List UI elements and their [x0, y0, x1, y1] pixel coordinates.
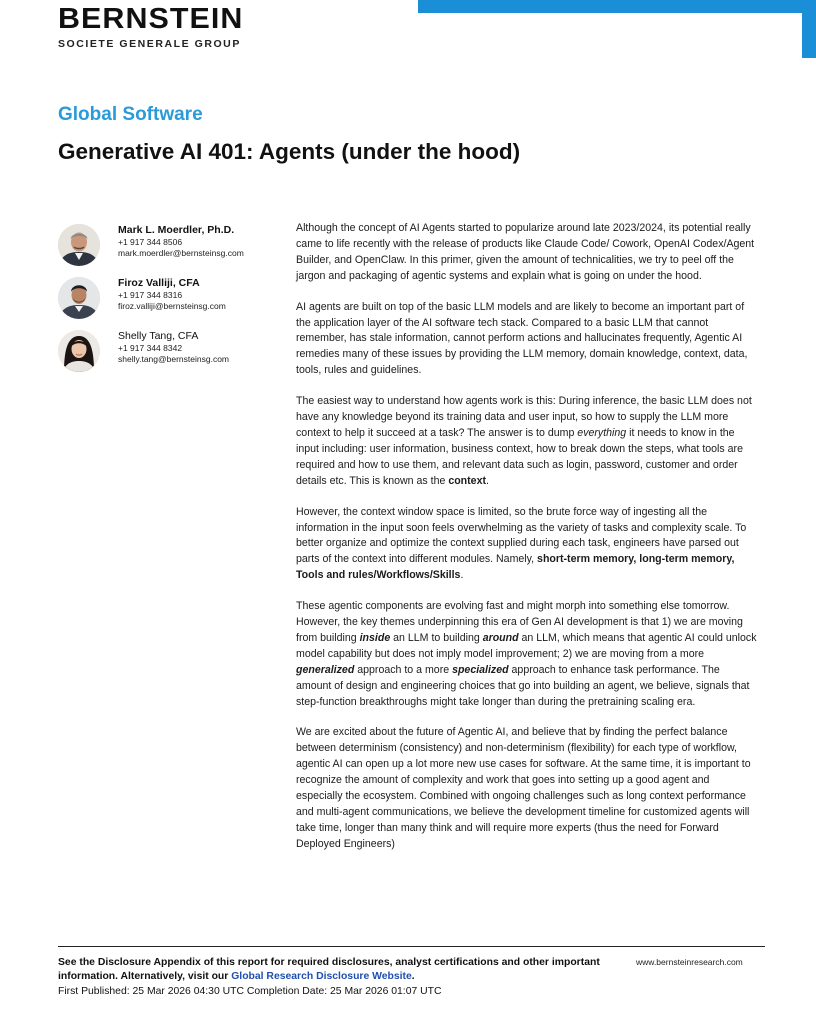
publication-dates: First Published: 25 Mar 2026 04:30 UTC Completion Date: 25 Mar 2026 01:07 UTC [58, 985, 442, 997]
body-paragraph [296, 599, 758, 710]
text-run: . [486, 474, 489, 487]
text-run: These agentic components are evolving fast and might morph into something else tomorrow. However, the key themes underpinning this era of Gen AI development is that 1) we are moving from building [296, 600, 743, 644]
header-accent-tab [802, 13, 816, 58]
author-email[interactable]: firoz.valliji@bernsteinsg.com [118, 301, 226, 311]
disclosure-text: See the Disclosure Appendix of this report for required disclosures, analyst certifications and other important information. Alternatively, visit our [58, 957, 600, 983]
author-name: Shelly Tang, CFA [118, 330, 199, 342]
bernstein-logo: BERNSTEIN [58, 3, 244, 35]
text-run: . [460, 569, 464, 582]
section-title: Global Software [58, 104, 203, 125]
bold-italic-text: inside [359, 631, 391, 644]
emphasis-text: everything [577, 426, 627, 439]
report-title: Generative AI 401: Agents (under the hood) [58, 139, 521, 164]
bold-text: context [448, 474, 486, 487]
website-link[interactable]: www.bernsteinresearch.com [636, 957, 743, 967]
body-paragraph [296, 505, 758, 585]
text-run: However, the context window space is limited, so the brute force way of ingesting all the information in the input soon feels overwhelming as the variety of tasks and complexity scale. To better organize and optimize the context supplied during each task, engineers have parsed out parts of the context into different modules. Namely, [296, 505, 747, 566]
bold-text: short-term memory, long-term memory, Tools and rules/Workflows/Skills [296, 553, 735, 582]
disclosure-website-link[interactable]: Global Research Disclosure Website [231, 971, 412, 983]
text-run: it needs to know in the input including: user information, business context, how to break down the steps, what tools are required and how to use them, and relevant data such as login, password, customer and order details etc. This is known as the [296, 426, 743, 487]
disclosure-text-end: . [411, 971, 415, 983]
text-run: an LLM, which means that agentic AI could unlock model capability but does not imply model improvement; 2) we are moving from a more [296, 631, 757, 660]
bold-italic-text: generalized [296, 663, 355, 676]
author-name: Mark L. Moerdler, Ph.D. [118, 224, 235, 236]
bold-italic-text: specialized [452, 663, 509, 676]
author-phone: +1 917 344 8316 [118, 290, 183, 300]
author-email[interactable]: mark.moerdler@bernsteinsg.com [118, 248, 244, 258]
footer-divider [58, 946, 765, 947]
avatar [58, 277, 100, 319]
author-card [58, 330, 288, 374]
header-accent-bar [418, 0, 816, 13]
author-phone: +1 917 344 8506 [118, 237, 183, 247]
author-phone: +1 917 344 8342 [118, 343, 183, 353]
author-card [58, 277, 288, 321]
author-card [58, 224, 288, 268]
body-paragraph: We are excited about the future of Agentic AI, and believe that by finding the perfect balance between determinism (consistency) and non-determinism (flexibility) for each type of workflow, agentic AI can open up a lot more new use cases for software. At the same time, it is important to recognize the amount of complexity and work that goes into setting up a good agent and especially the ecosystem. Combined with ongoing challenges such as long context performance and multi-agent communications, we believe the development timeline for customized agents will take time, longer than many think and will require more experts (thus the need for Forward Deployed Engineers) [296, 726, 751, 850]
text-run: approach to enhance task performance. The amount of design and engineering choices that go into building an agent, we believe, signals that step-function breakthroughs might take longer than during the pretraining scaling era. [296, 663, 750, 708]
body-paragraph [296, 394, 758, 489]
text-run: an LLM to building [390, 631, 483, 644]
text-run: approach to a more [354, 663, 453, 676]
report-summary [296, 221, 758, 868]
avatar [58, 224, 100, 266]
footer-disclosure [58, 956, 618, 999]
author-name: Firoz Valliji, CFA [118, 277, 200, 289]
avatar [58, 330, 100, 372]
body-paragraph: Although the concept of AI Agents started to popularize around late 2023/2024, its potential really came to life recently with the release of products like Claude Code/ Cowork, OpenAI Codex/Agent Builder, and OpenClaw. In this primer, given the amount of technicalities, we try to peel off the jargon and packaging of agentic systems and explain what is going on under the hood. [296, 222, 755, 282]
bold-italic-text: around [482, 631, 519, 644]
bernstein-logo-subtitle: SOCIETE GENERALE GROUP [58, 38, 241, 50]
body-paragraph: AI agents are built on top of the basic LLM models and are likely to become an important part of the application layer of the AI software tech stack. Compared to a basic LLM that cannot remember, has stale information, cannot perform actions and hallucinates frequently, Agentic AI remedies many of these issues by providing the LLM memory, domain knowledge, context, data, tools, rules and guidelines. [296, 300, 748, 377]
author-email[interactable]: shelly.tang@bernsteinsg.com [118, 354, 229, 364]
text-run: The easiest way to understand how agents work is this: During inference, the basic LLM does not have any knowledge beyond its training data and user input, so how to supply the LLM more context to help it succeed at a task? The answer is to dump [296, 395, 752, 439]
